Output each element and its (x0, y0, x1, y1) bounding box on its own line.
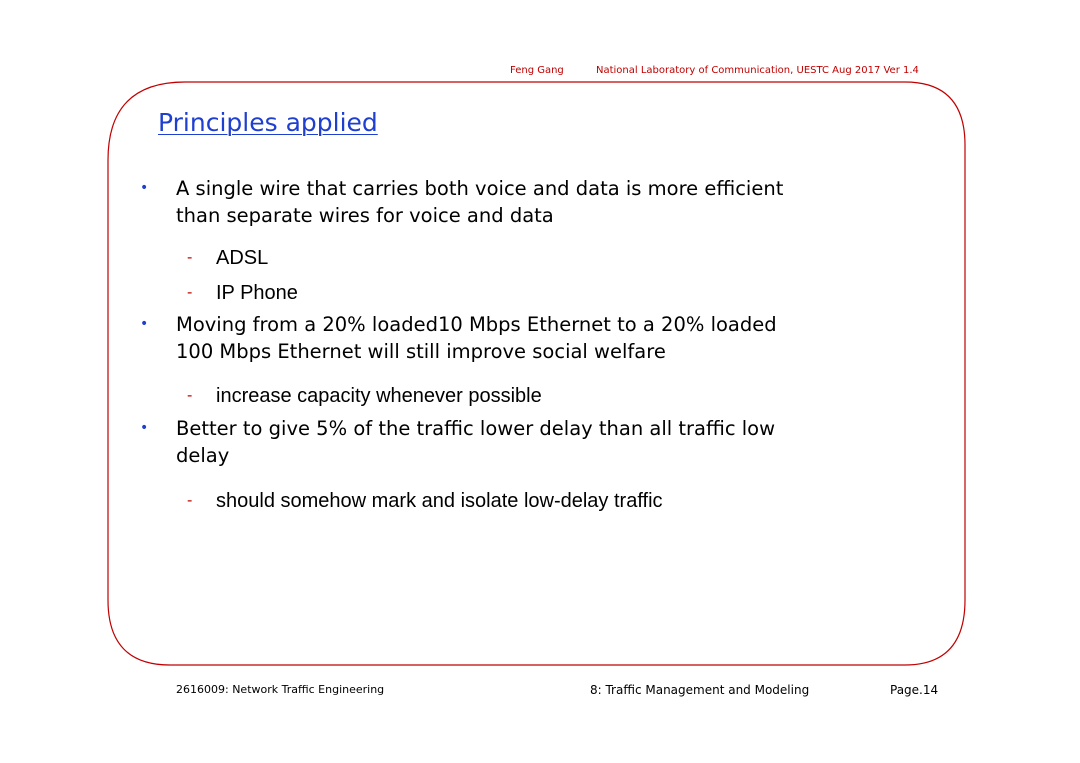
slide-footer (0, 683, 1080, 699)
footer-page-number: Page.14 (890, 683, 939, 697)
bullet-dot-icon: • (140, 420, 149, 436)
header-author: Feng Gang (510, 65, 564, 76)
sub-bullet-1-1 (187, 245, 956, 272)
sub-bullet-1-1-text: ADSL (216, 247, 269, 269)
footer-chapter: 8: Traffic Management and Modeling (590, 683, 810, 697)
bullet-dot-icon: • (140, 316, 149, 332)
sub-bullet-2-1 (187, 383, 956, 410)
bullet-2 (140, 311, 956, 365)
sub-bullet-dash-icon: - (187, 284, 193, 301)
header-organization: National Laboratory of Communication, UESTC Aug 2017 Ver 1.4 (596, 65, 919, 76)
bullet-3-line-1: Better to give 5% of the traffic lower delay than all traffic low (176, 417, 776, 440)
sub-bullet-dash-icon: - (187, 387, 193, 404)
rounded-border (108, 82, 965, 665)
slide-title: Principles applied (158, 108, 378, 137)
sub-bullet-1-2-text: IP Phone (216, 282, 298, 304)
bullet-3-line-2: delay (176, 444, 230, 467)
sub-bullet-3-1-text: should somehow mark and isolate low-delay traffic (216, 490, 663, 512)
bullet-3 (140, 415, 956, 469)
sub-bullet-3-1 (187, 488, 956, 515)
sub-bullet-dash-icon: - (187, 249, 193, 266)
sub-bullet-dash-icon: - (187, 492, 193, 509)
bullet-1-line-1: A single wire that carries both voice and data is more efficient (176, 177, 784, 200)
bullet-1-line-2: than separate wires for voice and data (176, 204, 554, 227)
bullet-1 (140, 175, 956, 229)
sub-bullet-2-1-text: increase capacity whenever possible (216, 385, 542, 407)
sub-bullet-1-2 (187, 280, 956, 307)
bullet-2-line-2: 100 Mbps Ethernet will still improve social welfare (176, 340, 666, 363)
footer-course: 2616009: Network Traffic Engineering (176, 683, 385, 696)
bullet-dot-icon: • (140, 180, 149, 196)
bullet-2-line-1: Moving from a 20% loaded10 Mbps Ethernet to a 20% loaded (176, 313, 777, 336)
